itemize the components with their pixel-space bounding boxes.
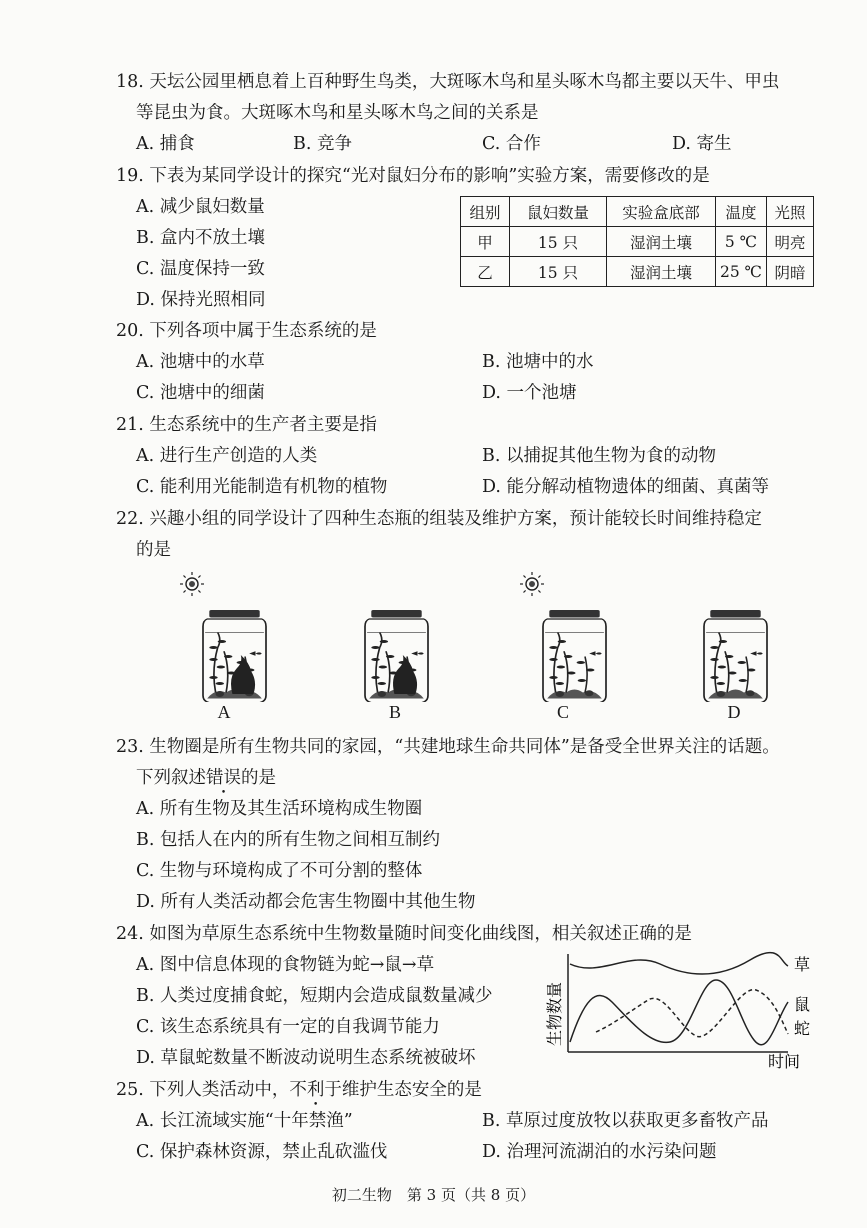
q18-option-d: D. 寄生	[672, 134, 732, 154]
q23-option-c: C. 生物与环境构成了不可分割的整体	[136, 861, 423, 881]
q21-option-d: D. 能分解动植物遗体的细菌、真菌等	[482, 477, 770, 497]
jar-label-a: A	[217, 702, 231, 722]
table-header-cell: 光照	[767, 197, 814, 227]
q18-stem-line2: 等昆虫为食。大斑啄木鸟和星头啄木鸟之间的关系是	[136, 103, 539, 123]
q25-option-d: D. 治理河流湖泊的水污染问题	[482, 1142, 717, 1162]
table-cell: 乙	[461, 257, 510, 287]
ecobottle-d	[704, 610, 767, 702]
q22-stem-line1: 22. 兴趣小组的同学设计了四种生态瓶的组装及维护方案，预计能较长时间维持稳定	[116, 509, 762, 529]
population-chart	[540, 950, 820, 1070]
q23-option-a: A. 所有生物及其生活环境构成生物圈	[136, 799, 423, 819]
table-cell: 湿润土壤	[607, 227, 716, 257]
table-row	[461, 257, 814, 287]
q23-stem-line2	[136, 766, 276, 790]
table-cell: 湿润土壤	[607, 257, 716, 287]
y-axis-label: 生物数量	[545, 981, 564, 1046]
page-footer: 初二生物 第 3 页（共 8 页）	[331, 1186, 536, 1204]
q25-emphasis: 不利于	[289, 1080, 342, 1100]
ecobottle-figure	[170, 566, 810, 702]
q25-option-b: B. 草原过度放牧以获取更多畜牧产品	[482, 1111, 769, 1131]
ecobottle-c	[543, 610, 606, 702]
q18-stem-line1: 18. 天坛公园里栖息着上百种野生鸟类，大斑啄木鸟和星头啄木鸟都主要以天牛、甲虫	[116, 72, 780, 92]
q18-option-b: B. 竞争	[293, 134, 352, 154]
table-header-cell: 组别	[461, 197, 510, 227]
q24-option-b: B. 人类过度捕食蛇，短期内会造成鼠数量减少	[136, 986, 493, 1006]
experiment-table	[460, 196, 814, 287]
q20-option-d: D. 一个池塘	[482, 383, 577, 403]
q24-stem: 24. 如图为草原生态系统中生物数量随时间变化曲线图，相关叙述正确的是	[116, 924, 692, 944]
sun-icon	[180, 572, 204, 596]
grass-curve	[570, 953, 788, 974]
table-cell: 明亮	[767, 227, 814, 257]
table-cell: 25 ℃	[716, 257, 767, 287]
table-cell: 15 只	[510, 257, 607, 287]
q21-option-a: A. 进行生产创造的人类	[136, 446, 318, 466]
q22-stem-line2: 的是	[136, 540, 171, 560]
q20-stem: 20. 下列各项中属于生态系统的是	[116, 321, 377, 341]
q23-stem-post: 的是	[241, 768, 276, 788]
table-cell: 阴暗	[767, 257, 814, 287]
q25-stem-pre: 25. 下列人类活动中，	[116, 1080, 290, 1100]
ecobottle-a	[203, 610, 266, 702]
ecobottle-b	[365, 610, 428, 702]
q20-option-a: A. 池塘中的水草	[136, 352, 265, 372]
series-label-grass: 草	[794, 955, 811, 974]
table-header-cell: 鼠妇数量	[510, 197, 607, 227]
q25-option-a: A. 长江流域实施“十年禁渔”	[136, 1111, 353, 1131]
q21-option-c: C. 能利用光能制造有机物的植物	[136, 477, 388, 497]
table-header-cell: 实验盒底部	[607, 197, 716, 227]
q20-option-c: C. 池塘中的细菌	[136, 383, 265, 403]
q20-option-b: B. 池塘中的水	[482, 352, 594, 372]
q25-stem	[116, 1078, 482, 1102]
q19-option-d: D. 保持光照相同	[136, 290, 266, 310]
table-row	[461, 227, 814, 257]
series-label-mouse: 鼠	[794, 995, 811, 1014]
q24-option-c: C. 该生态系统具有一定的自我调节能力	[136, 1017, 440, 1037]
q18-option-c: C. 合作	[482, 134, 541, 154]
table-cell: 甲	[461, 227, 510, 257]
x-axis-label: 时间	[768, 1052, 801, 1070]
q19-stem: 19. 下表为某同学设计的探究“光对鼠妇分布的影响”实验方案，需要修改的是	[116, 166, 710, 186]
q23-stem-line1: 23. 生物圈是所有生物共同的家园，“共建地球生命共同体”是备受全世界关注的话题。	[116, 737, 780, 757]
q18-option-a: A. 捕食	[136, 134, 195, 154]
jar-label-d: D	[727, 702, 741, 722]
q19-option-a: A. 减少鼠妇数量	[136, 197, 265, 217]
q19-option-c: C. 温度保持一致	[136, 259, 265, 279]
jar-label-b: B	[388, 702, 401, 722]
q25-stem-post: 维护生态安全的是	[341, 1080, 482, 1100]
q23-stem-pre: 下列叙述	[136, 768, 206, 788]
table-cell: 5 ℃	[716, 227, 767, 257]
table-cell: 15 只	[510, 227, 607, 257]
q23-option-d: D. 所有人类活动都会危害生物圈中其他生物	[136, 892, 476, 912]
table-header-cell: 温度	[716, 197, 767, 227]
table-header-row	[461, 197, 814, 227]
q19-option-b: B. 盒内不放土壤	[136, 228, 265, 248]
q23-emphasis: 错误	[206, 768, 241, 788]
sun-icon	[520, 572, 544, 596]
q24-option-d: D. 草鼠蛇数量不断波动说明生态系统被破坏	[136, 1048, 476, 1068]
q21-stem: 21. 生态系统中的生产者主要是指	[116, 415, 377, 435]
series-label-snake: 蛇	[794, 1019, 811, 1038]
jar-label-c: C	[556, 702, 569, 722]
q25-option-c: C. 保护森林资源，禁止乱砍滥伐	[136, 1142, 388, 1162]
q21-option-b: B. 以捕捉其他生物为食的动物	[482, 446, 716, 466]
q23-option-b: B. 包括人在内的所有生物之间相互制约	[136, 830, 440, 850]
q24-option-a: A. 图中信息体现的食物链为蛇→鼠→草	[136, 955, 435, 975]
